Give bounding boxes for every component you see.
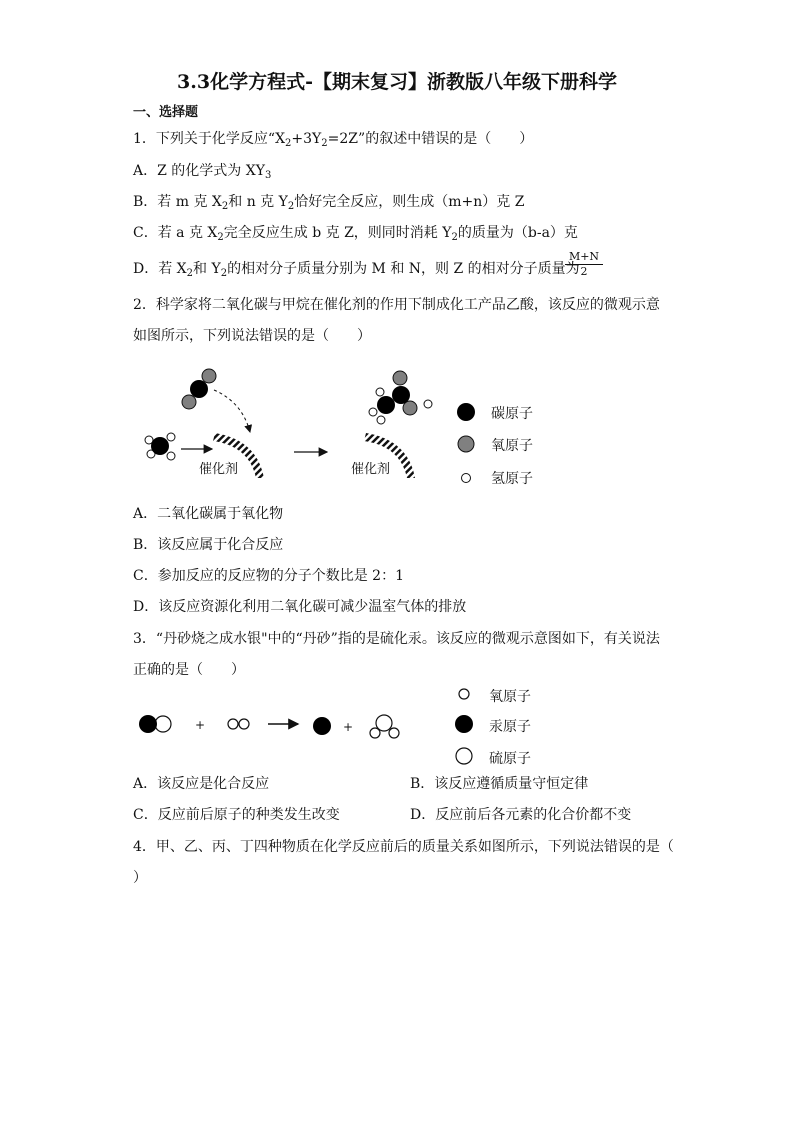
legend-q3-oxygen-atom — [459, 689, 469, 699]
q2-option-c[interactable]: C．参加反应的反应物的分子个数比是 2：1 — [133, 568, 404, 584]
ch4-molecule — [145, 433, 175, 460]
so2-molecule — [370, 715, 399, 738]
q2-option-b[interactable]: B．该反应属于化合反应 — [133, 537, 284, 553]
q2-option-a[interactable]: A．二氧化碳属于氧化物 — [133, 506, 284, 522]
q2-option-d[interactable]: D．该反应资源化利用二氧化碳可减少温室气体的排放 — [133, 599, 467, 615]
q1-option-d[interactable]: D．若 $X_2$和 $Y_2$的相对分子质量分别为 M 和 N，则 Z 的相对分子质量为 — [133, 261, 580, 279]
legend-q3-sulfur-label: 硫原子 — [489, 751, 531, 767]
q3-plus-1: + — [195, 718, 206, 732]
q4-stem-line1: 4．甲、乙、丙、丁四种物质在化学反应前后的质量关系如图所示，下列说法错误的是（ — [133, 839, 674, 855]
q3-option-b[interactable]: B．该反应遵循质量守恒定律 — [410, 776, 589, 792]
legend-q3-mercury-label: 汞原子 — [489, 719, 531, 735]
q3-option-c[interactable]: C．反应前后原子的种类发生改变 — [133, 807, 340, 823]
section-heading: 一、选择题 — [133, 105, 199, 120]
hg-atom — [313, 717, 331, 735]
q3-stem-line1: 3．“丹砂烧之成水银"中的“丹砂”指的是硫化汞。该反应的微观示意图如下，有关说法 — [133, 631, 660, 647]
q1-option-a[interactable]: A．Z 的化学式为 $XY_3$ — [133, 163, 272, 181]
hgs-molecule — [139, 715, 171, 733]
q3-option-a[interactable]: A．该反应是化合反应 — [133, 776, 270, 792]
legend-hydrogen-label: 氢原子 — [491, 471, 533, 487]
co2-molecule — [182, 369, 216, 409]
q1-fraction: $\frac{M+N}{2}$ — [565, 250, 603, 279]
acetic-acid-molecule — [369, 371, 432, 424]
page-title: 3.3化学方程式-【期末复习】浙教版八年级下册科学 — [177, 71, 617, 93]
q3-option-d[interactable]: D．反应前后各元素的化合价都不变 — [410, 807, 632, 823]
q1-option-c[interactable]: C．若 a 克 $X_2$完全反应生成 b 克 Z，则同时消耗 $Y_2$的质量为（b-a）克 — [133, 225, 578, 243]
legend-carbon-label: 碳原子 — [491, 406, 533, 422]
legend-oxygen-atom — [458, 436, 474, 452]
q4-stem-line2: ） — [133, 870, 147, 886]
catalyst-label-1: 催化剂 — [199, 462, 239, 477]
o2-molecule — [228, 719, 249, 729]
legend-q3-mercury-atom — [455, 715, 473, 733]
catalyst-label-2: 催化剂 — [351, 462, 391, 477]
legend-carbon-atom — [457, 403, 475, 421]
q1-option-b[interactable]: B．若 m 克 $X_2$和 n 克 $Y_2$恰好完全反应，则生成（m+n）克 Z — [133, 194, 525, 212]
dashed-arrow — [214, 390, 250, 432]
legend-q3-sulfur-atom — [456, 748, 472, 764]
legend-q3-oxygen-label: 氧原子 — [489, 689, 531, 705]
q3-stem-line2: 正确的是（ ） — [133, 662, 245, 678]
q3-plus-2: + — [343, 720, 354, 734]
q1-stem: 1．下列关于化学反应“$X_2+3Y_2=2Z$”的叙述中错误的是（ ） — [133, 131, 534, 149]
q2-stem-line2: 如图所示，下列说法错误的是（ ） — [133, 328, 371, 344]
q2-stem-line1: 2．科学家将二氧化碳与甲烷在催化剂的作用下制成化工产品乙酸，该反应的微观示意 — [133, 297, 660, 313]
legend-hydrogen-atom — [462, 474, 471, 483]
legend-oxygen-label: 氧原子 — [491, 438, 533, 454]
